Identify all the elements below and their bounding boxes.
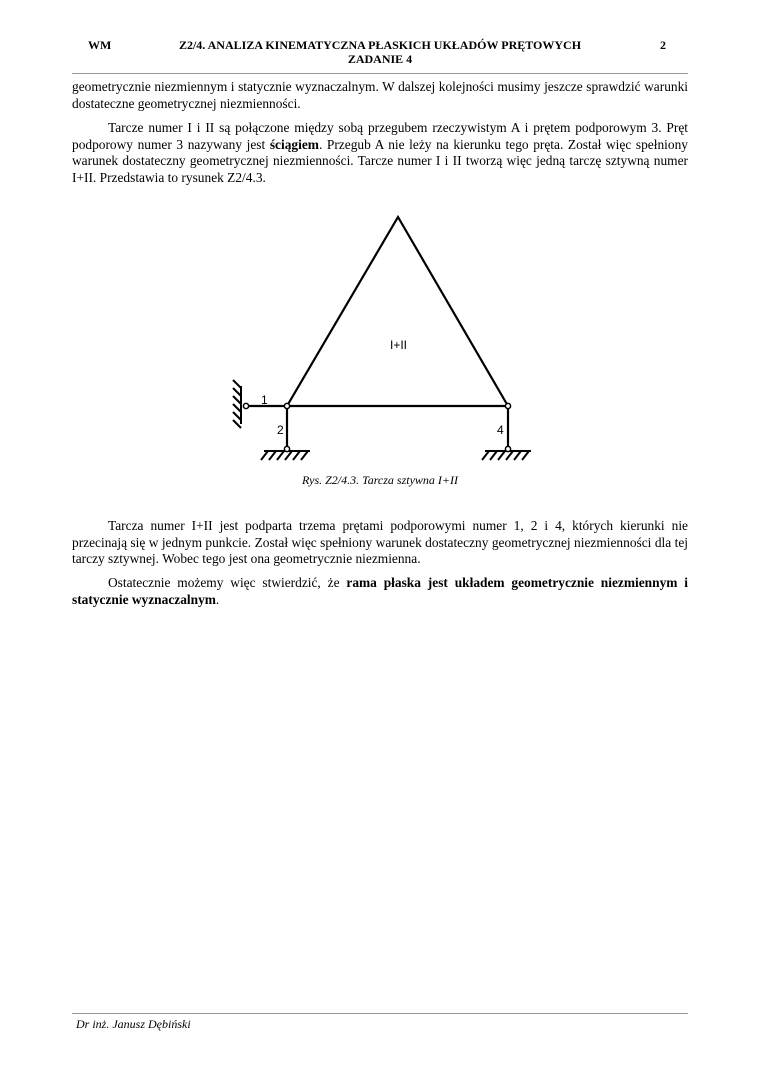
hinge-bar4-bottom [505,446,510,451]
hinge-bar1-node [284,403,289,408]
ground-support-2 [261,451,310,460]
paragraph-1: geometrycznie niezmiennym i statycznie wyznaczalnym. W dalszej kolejności musimy jeszcze sprawdzić warunki dostateczne geometrycznej niezmienności. [72,79,688,111]
header-title-line2: ZADANIE 4 [347,52,413,66]
bar-1-label: 1 [261,393,268,407]
hinge-bar2-bottom [284,446,289,451]
bar-4-label: 4 [497,423,504,437]
hinge-bar1-wall [243,403,248,408]
bar-2-label: 2 [277,423,284,437]
frame-lines [246,217,508,449]
triangle-disc [287,217,508,406]
header-title-line1: Z2/4. ANALIZA KINEMATYCZNA PŁASKICH UKŁADÓW PRĘTOWYCH [178,38,582,52]
paragraph-4 [72,575,688,608]
page-number: 2 [660,38,666,52]
paragraph-3: Tarcza numer I+II jest podparta trzema prętami podporowymi numer 1, 2 i 4, których kierunki nie przecinają się w jednym punkcie. Został więc spełniony warunek dostateczny geometrycznej niezmienności dla tej tarczy sztywnej. Wobec tego jest ona geometrycznie niezmienna. [72,518,688,566]
hinge-bar4-top [505,403,510,408]
paragraph-4-text-b: . [215,591,220,607]
footer-author: Dr inż. Janusz Dębiński [76,1017,191,1031]
paragraph-2-text-a: Tarcze numer I i II są połączone między sobą przegubem rzeczywistym A i prętem podporowym 3. Pręt podporowy numer 3 nazywany jest [72,120,688,152]
paragraph-4-bold: rama płaska jest układem geometrycznie niezmiennym i statycznie wyznaczalnym [72,575,688,607]
footer-divider [72,1013,688,1014]
wall-support-left [233,380,241,428]
paragraph-2-bold: ściągiem [269,136,319,152]
figure-rigid-disc [0,0,760,500]
header-left-label: WM [88,38,112,52]
paragraph-2-text-b: . Przegub A nie leży na kierunku tego pręta. Został więc spełniony warunek dostateczny geometrycznej niezmienności. Tarcze numer I i II tworzą więc jedną tarczę sztywną numer I+II. Przedstawia to rysunek Z2/4.3. [72,136,688,185]
figure-caption: Rys. Z2/4.3. Tarcza sztywna I+II [302,473,458,487]
paragraph-4-text-a: Ostatecznie możemy więc stwierdzić, że [108,575,347,590]
ground-support-4 [482,451,531,460]
disc-label: I+II [390,338,408,352]
